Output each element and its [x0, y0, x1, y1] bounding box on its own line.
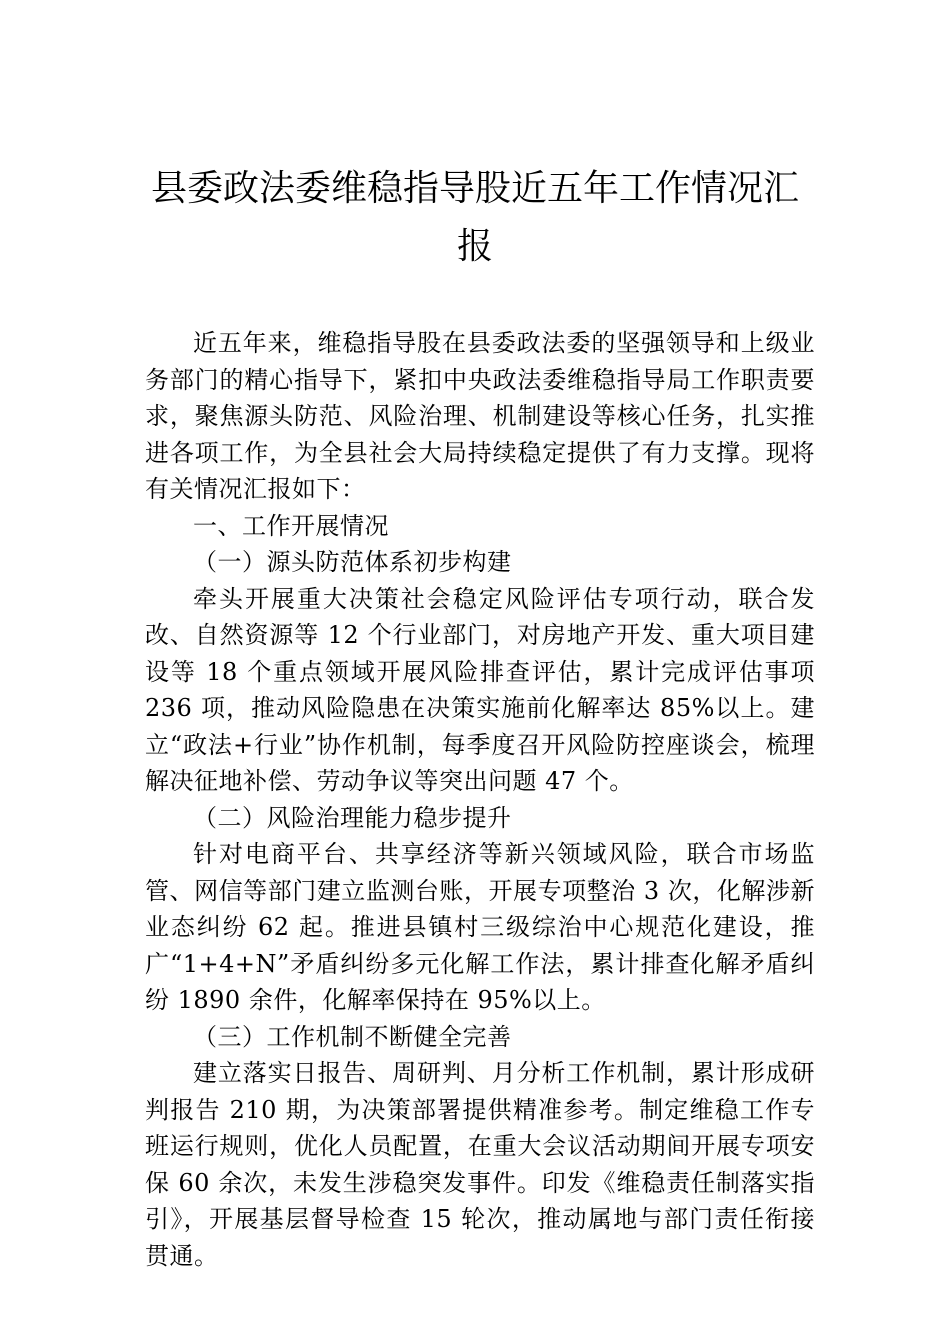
- body-paragraph: 建立落实日报告、周研判、月分析工作机制，累计形成研判报告 210 期，为决策部署提供精准参考。制定维稳工作专班运行规则，优化人员配置，在重大会议活动期间开展专项安保 60 余次，未发生涉稳突发事件。印发《维稳责任制落实指引》，开展基层督导检查 15 轮次，推动属地与部门责任衔接贯通。: [145, 1059, 815, 1270]
- title-line-2: 报: [456, 226, 493, 267]
- subsection-heading: （三）工作机制不断健全完善: [193, 1022, 512, 1051]
- document-title: [150, 160, 800, 276]
- body-paragraph: 针对电商平台、共享经济等新兴领域风险，联合市场监管、网信等部门建立监测台账，开展专项整治 3 次，化解涉新业态纠纷 62 起。推进县镇村三级综治中心规范化建设，推广“1+4+N”矛盾纠纷多元化解工作法，累计排查化解矛盾纠纷 1890 余件，化解率保持在 95%以上。: [145, 840, 815, 1014]
- section-heading: 一、工作开展情况: [193, 511, 389, 540]
- body-paragraph: 牵头开展重大决策社会稳定风险评估专项行动，联合发改、自然资源等 12 个行业部门，对房地产开发、重大项目建设等 18 个重点领域开展风险排查评估，累计完成评估事项 236 项，推动风险隐患在决策实施前化解率达 85%以上。建立“政法+行业”协作机制，每季度召开风险防控座谈会，梳理解决征地补偿、劳动争议等突出问题 47 个。: [145, 584, 815, 795]
- subsection-heading: （一）源头防范体系初步构建: [193, 548, 512, 576]
- intro-paragraph: 近五年来，维稳指导股在县委政法委的坚强领导和上级业务部门的精心指导下，紧扣中央政法委维稳指导局工作职责要求，聚焦源头防范、风险治理、机制建设等核心任务，扎实推进各项工作，为全县社会大局持续稳定提供了有力支撑。现将有关情况汇报如下：: [145, 329, 815, 503]
- document-body: [145, 325, 815, 1274]
- subsection-heading: （二）风险治理能力稳步提升: [193, 803, 512, 832]
- title-line-1: 县委政法委维稳指导股近五年工作情况汇: [150, 168, 799, 209]
